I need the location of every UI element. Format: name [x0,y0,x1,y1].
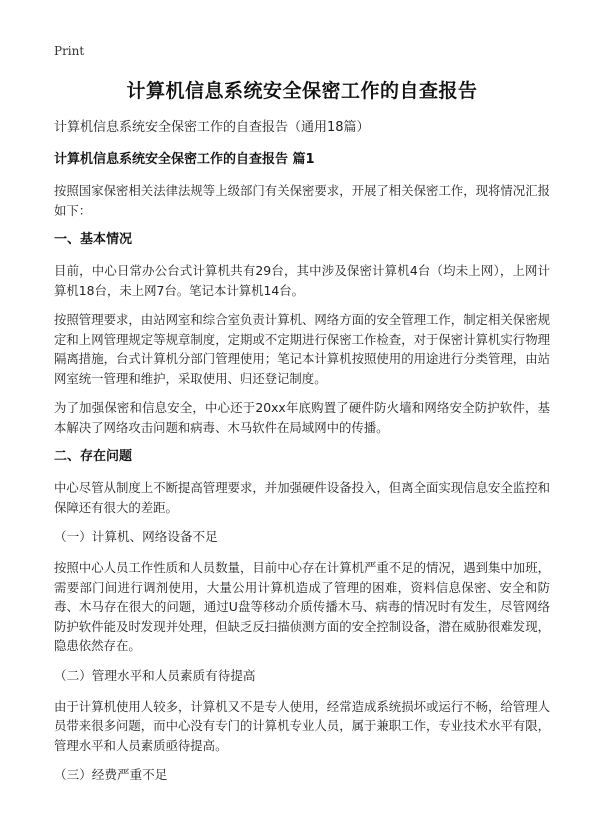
subheading-equipment: （一）计算机、网络设备不足 [54,529,218,544]
paragraph: 目前，中心日常办公台式计算机共有29台，其中涉及保密计算机4台（均未上网），上网计算机18台，未上网7台。笔记本计算机14台。 [54,263,550,298]
paragraph: 中心尽管从制度上不断提高管理要求，并加强硬件设备投入，但离全面实现信息安全监控和保障还有很大的差距。 [54,480,550,515]
paragraph: 由于计算机使用人较多，计算机又不是专人使用，经常造成系统损坏或运行不畅，给管理人员带来很多问题，而中心没有专门的计算机专业人员，属于兼职工作，专业技术水平有限，管理水平和人员素质亟待提高。 [54,698,550,753]
heading-existing-problems: 二、存在问题 [54,449,133,464]
page-title: 计算机信息系统安全保密工作的自查报告 [126,80,478,102]
intro-paragraph: 按照国家保密相关法律法规等上级部门有关保密要求，开展了相关保密工作，现将情况汇报如下： [54,183,550,218]
paragraph: 按照管理要求，由站网室和综合室负责计算机、网络方面的安全管理工作，制定相关保密规定和上网管理规定等规章制度，定期或不定期进行保密工作检查，对于保密计算机实行物理隔离措施，台式计算机分部门管理使用；笔记本计算机按照使用的用途进行分类管理，由站网室统一管理和维护，采取使用、归还登记制度。 [54,312,550,386]
document-body [54,78,550,796]
subheading-funding: （三）经费严重不足 [54,767,168,782]
document-subtitle: 计算机信息系统安全保密工作的自查报告（通用18篇） [54,120,370,135]
paragraph: 为了加强保密和信息安全，中心还于20xx年底购置了硬件防火墙和网络安全防护软件，基本解决了网络攻击问题和病毒、木马软件在局域网中的传播。 [54,400,550,435]
heading-basic-situation: 一、基本情况 [54,232,133,247]
paragraph: 按照中心人员工作性质和人员数量，目前中心存在计算机严重不足的情况，遇到集中加班，需要部门间进行调剂使用，大量公用计算机造成了管理的困难，资料信息保密、安全和防毒、木马存在很大的问题，通过U盘等移动介质传播木马、病毒的情况时有发生，尽管网络防护软件能及时发现并处理，但缺乏反扫描侦测方面的安全控制设备，潜在威胁很难发现，隐患依然存在。 [54,560,550,653]
subheading-management: （二）管理水平和人员素质有待提高 [54,667,256,683]
print-link[interactable]: Print [54,44,85,58]
section-title: 计算机信息系统安全保密工作的自查报告 篇1 [54,152,315,167]
